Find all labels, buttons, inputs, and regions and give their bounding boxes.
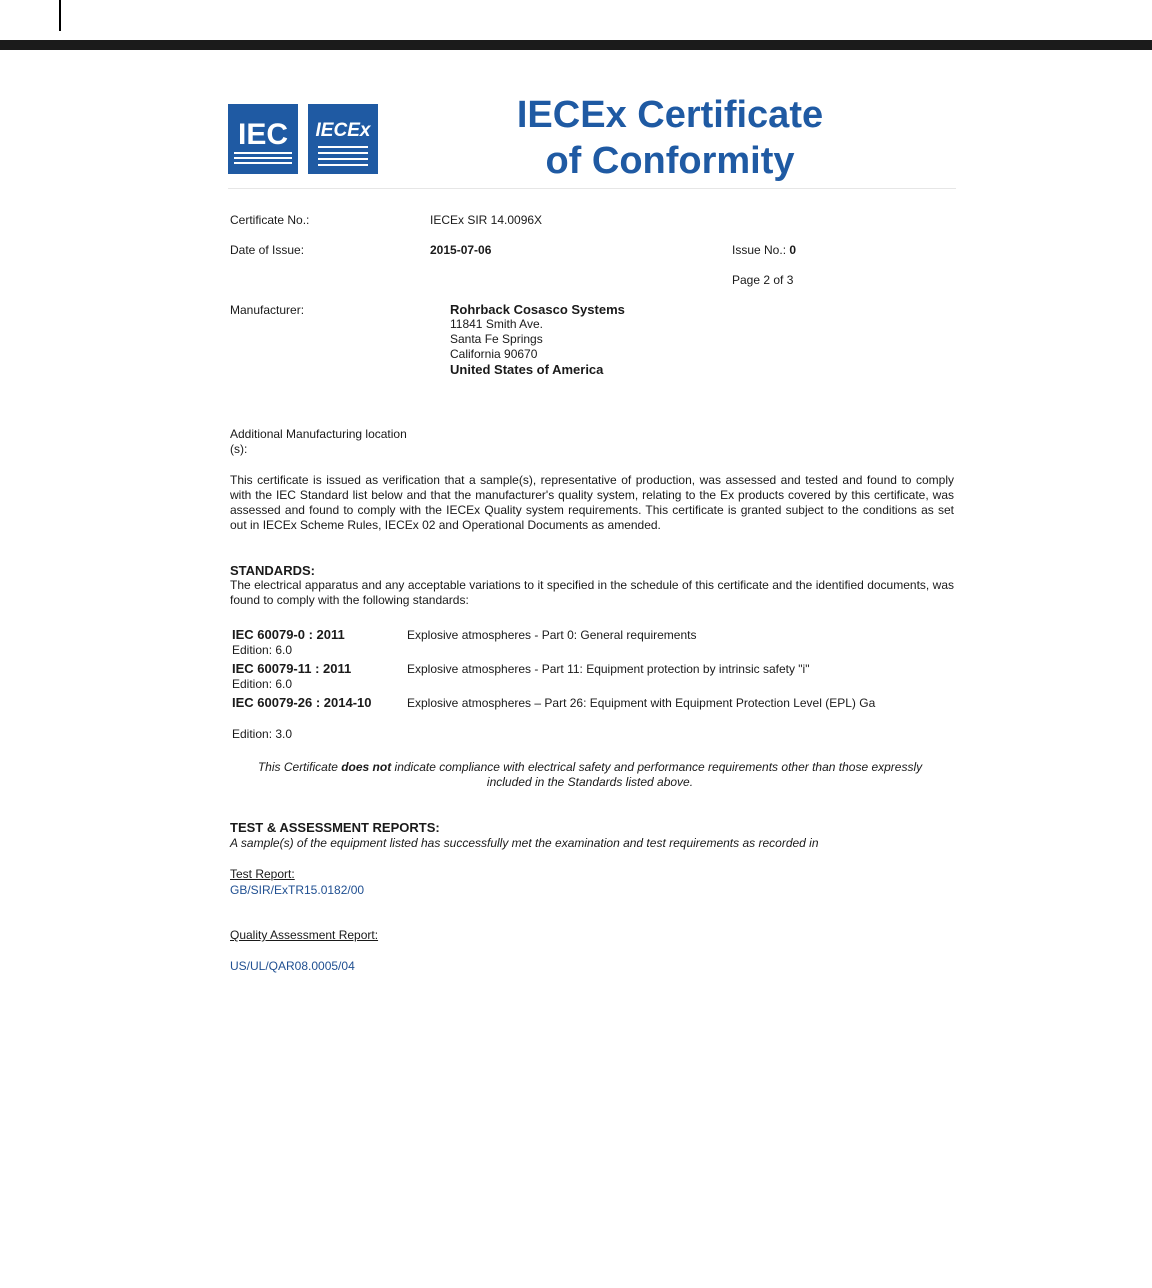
issue-no-value: 0 (789, 243, 797, 257)
certificate-no-label: Certificate No.: (230, 213, 310, 227)
reports-heading: TEST & ASSESSMENT REPORTS: (230, 820, 440, 835)
additional-location-line-2: (s): (230, 442, 248, 456)
additional-location-label (230, 427, 407, 457)
standards-heading: STANDARDS: (230, 563, 315, 578)
iec-logo (228, 104, 298, 174)
issue-no-label: Issue No.: (732, 243, 787, 257)
date-of-issue-value: 2015-07-06 (430, 243, 492, 257)
manufacturer-country: United States of America (450, 362, 604, 377)
standard-code: IEC 60079-26 : 2014-10 (232, 695, 372, 710)
title-line-2: of Conformity (545, 140, 795, 182)
iecex-logo (308, 104, 378, 174)
quality-report-label: Quality Assessment Report: (230, 928, 379, 942)
manufacturer-state-zip: California 90670 (450, 347, 538, 361)
disclaimer-start: This Certificate (257, 760, 342, 774)
additional-location-line-1: Additional Manufacturing location (230, 427, 407, 441)
issue-no (732, 243, 796, 258)
iecex-logo-text: IECEx (315, 120, 371, 141)
certificate-statement: This certificate is issued as verification that a sample(s), representative of production, was assessed and tested and found to comply with the IEC Standard list below and that the manufacturer's quality system, relating to the Ex products covered by this certificate, was assessed and found to comply with the IECEx Quality system requirements. This certificate is granted subject to the conditions as set out in IECEx Scheme Rules, IECEx 02 and Operational Documents as amended. (230, 473, 954, 532)
manufacturer-label: Manufacturer: (230, 303, 305, 317)
standard-code: IEC 60079-0 : 2011 (232, 627, 345, 642)
standard-code: IEC 60079-11 : 2011 (232, 661, 352, 676)
page-number: Page 2 of 3 (732, 273, 794, 287)
standard-edition: Edition: 6.0 (232, 677, 293, 691)
standards-intro: The electrical apparatus and any acceptable variations to it specified in the schedule of this certificate and the identified documents, was found to comply with the following standards: (230, 578, 954, 607)
header-rule (0, 40, 1152, 50)
title-line-1: IECEx Certificate (516, 94, 824, 136)
test-report-label: Test Report: (230, 867, 295, 881)
test-report-reference: GB/SIR/ExTR15.0182/00 (230, 883, 365, 897)
manufacturer-address (450, 302, 625, 377)
standard-edition: Edition: 3.0 (232, 727, 293, 741)
disclaimer-emphasis: does not (341, 760, 392, 774)
manufacturer-street: 11841 Smith Ave. (450, 317, 543, 331)
date-of-issue-label: Date of Issue: (230, 243, 305, 257)
manufacturer-city: Santa Fe Springs (450, 332, 543, 346)
certificate-no-value: IECEx SIR 14.0096X (430, 213, 543, 227)
header-tick-mark (59, 0, 61, 31)
manufacturer-name: Rohrback Cosasco Systems (450, 302, 625, 317)
compliance-disclaimer (240, 760, 940, 790)
standard-description: Explosive atmospheres – Part 26: Equipment with Equipment Protection Level (EPL) Ga (407, 696, 876, 710)
title-divider (228, 188, 956, 189)
disclaimer-end: indicate compliance with electrical safety and performance requirements other than those expressly included in the Standards listed above. (391, 760, 923, 789)
reports-intro: A sample(s) of the equipment listed has successfully met the examination and test requirements as recorded in (230, 836, 819, 850)
standard-description: Explosive atmospheres - Part 0: General requirements (407, 628, 697, 642)
standard-description: Explosive atmospheres - Part 11: Equipment protection by intrinsic safety "i" (407, 662, 810, 676)
certificate-title (500, 92, 840, 184)
standard-edition: Edition: 6.0 (232, 643, 293, 657)
iec-logo-text: IEC (237, 118, 289, 151)
quality-report-reference: US/UL/QAR08.0005/04 (230, 959, 355, 973)
